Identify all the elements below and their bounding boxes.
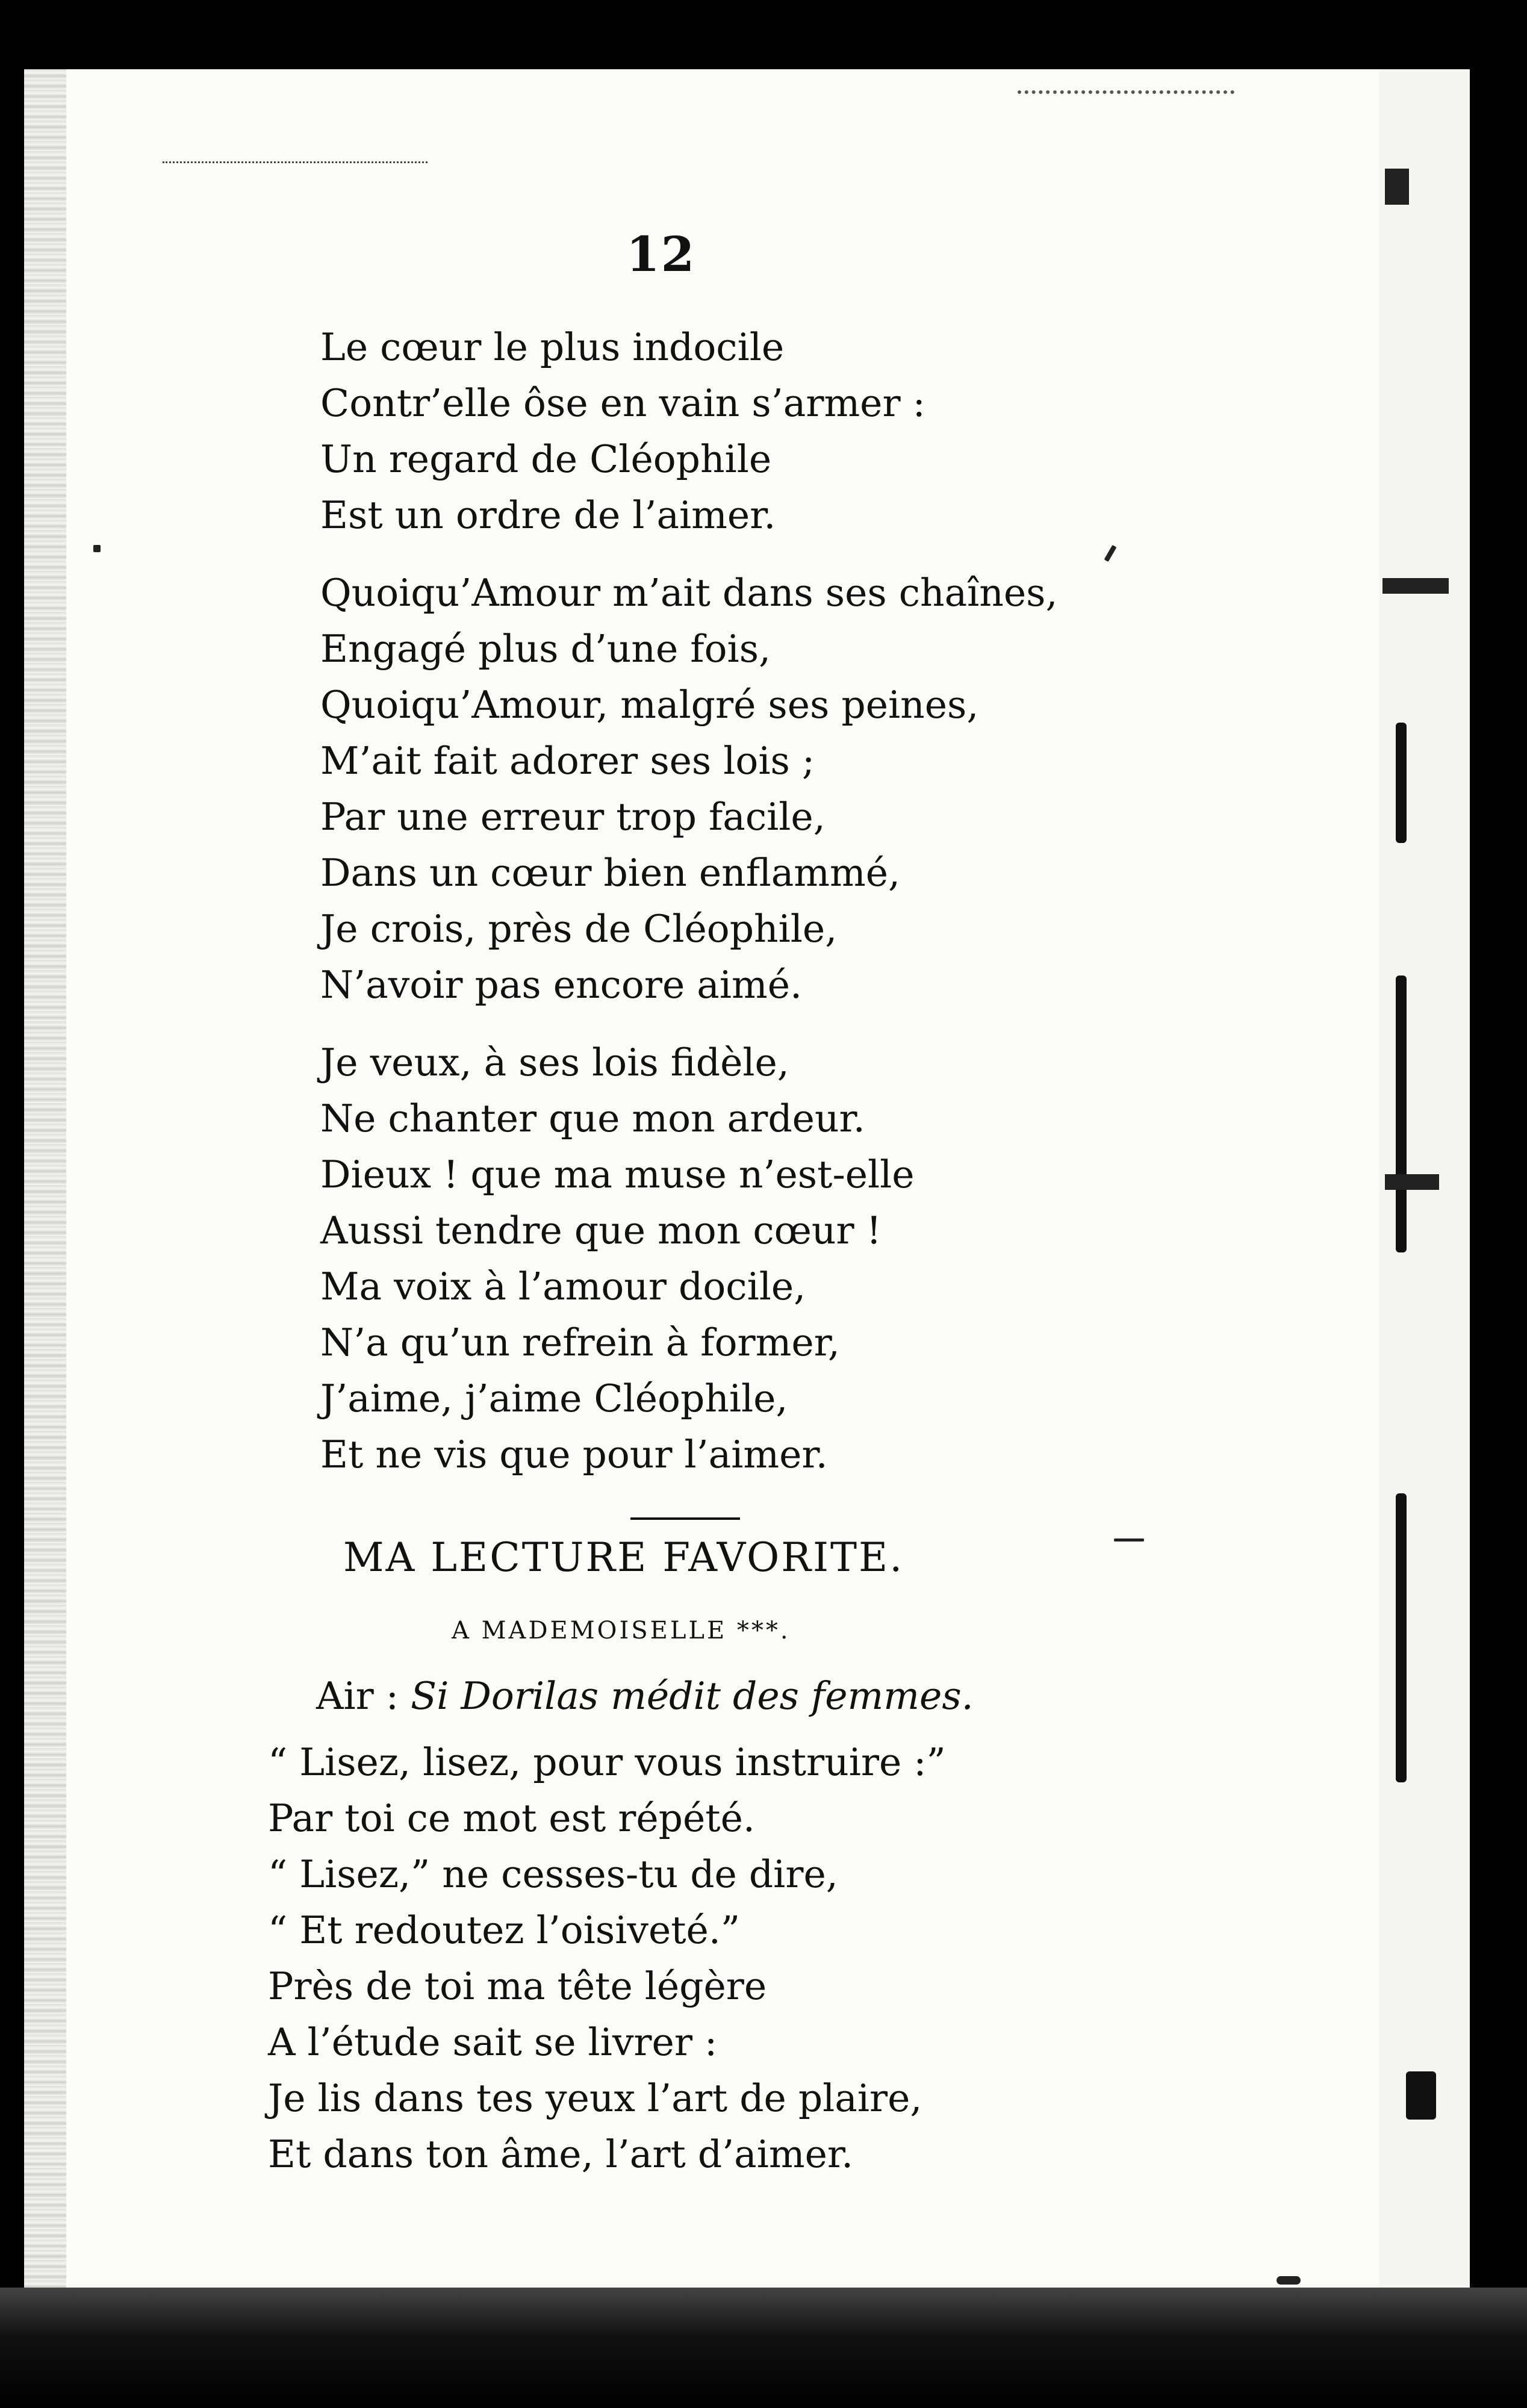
verse-line: Dieux ! que ma muse n’est-elle [320, 1153, 915, 1196]
page-number: 12 [626, 226, 696, 282]
stanza [320, 1034, 1344, 1482]
scan-border-right [1470, 0, 1527, 2408]
speck [1114, 1538, 1144, 1542]
binding-stitch [1396, 1493, 1407, 1782]
verse-line: Par une erreur trop facile, [320, 795, 826, 839]
verse-line: Est un ordre de l’aimer. [320, 493, 776, 537]
stanza [320, 319, 1344, 543]
air-indication [316, 1674, 974, 1718]
song-verse [268, 1734, 1292, 2182]
speck [93, 545, 101, 552]
air-tune: Si Dorilas médit des femmes. [411, 1674, 974, 1718]
song-line: “ Lisez, lisez, pour vous instruire :” [268, 1740, 946, 1784]
song-line: Je lis dans tes yeux l’art de plaire, [268, 2076, 922, 2120]
scan-border-left [0, 0, 24, 2408]
verse-line: Ma voix à l’amour docile, [320, 1265, 806, 1308]
binding-mark [1382, 578, 1449, 594]
binding-stitch [1406, 2071, 1436, 2120]
stanza [320, 565, 1344, 1013]
speck [1277, 2276, 1301, 2285]
air-label: Air : [316, 1674, 399, 1718]
top-right-dotted-rule [1018, 90, 1234, 94]
verse-line: Quoiqu’Amour m’ait dans ses chaînes, [320, 571, 1058, 615]
verse-line: Et ne vis que pour l’aimer. [320, 1433, 828, 1476]
binding-stitch [1396, 975, 1407, 1252]
binding-stitch [1396, 723, 1407, 843]
binding-mark [1385, 169, 1409, 205]
poem [320, 319, 1344, 1504]
scan-border-top [0, 0, 1527, 69]
verse-line: Ne chanter que mon ardeur. [320, 1097, 865, 1140]
verse-line: J’aime, j’aime Cléophile, [320, 1377, 788, 1420]
verse-line: Contr’elle ôse en vain s’armer : [320, 381, 925, 425]
verse-line: Je veux, à ses lois fidèle, [320, 1041, 789, 1084]
song-line: Et dans ton âme, l’art d’aimer. [268, 2132, 854, 2176]
binding-mark [1385, 1174, 1439, 1190]
verse-line: N’avoir pas encore aimé. [320, 963, 803, 1007]
verse-line: Dans un cœur bien enflammé, [320, 851, 901, 895]
verse-line: N’a qu’un refrein à former, [320, 1321, 840, 1364]
top-dotted-rule [163, 161, 428, 163]
song-line: A l’étude sait se livrer : [268, 2020, 718, 2064]
verse-line: Un regard de Cléophile [320, 437, 772, 481]
verse-line: Quoiqu’Amour, malgré ses peines, [320, 683, 979, 727]
verse-line: Aussi tendre que mon cœur ! [320, 1209, 882, 1252]
dedication: A MADEMOISELLE ***. [452, 1617, 791, 1644]
song-line: “ Et redoutez l’oisiveté.” [268, 1908, 741, 1952]
section-divider [630, 1517, 740, 1520]
verse-line: Je crois, près de Cléophile, [320, 907, 838, 951]
verse-line: M’ait fait adorer ses lois ; [320, 739, 815, 783]
section-title: MA LECTURE FAVORITE. [343, 1534, 904, 1581]
scan-border-bottom [0, 2288, 1527, 2408]
song-line: Par toi ce mot est répété. [268, 1796, 755, 1840]
song-line: “ Lisez,” ne cesses-tu de dire, [268, 1852, 838, 1896]
song-line: Près de toi ma tête légère [268, 1964, 767, 2008]
verse-line: Le cœur le plus indocile [320, 325, 785, 369]
verse-line: Engagé plus d’une fois, [320, 627, 771, 671]
page-edge-texture [24, 69, 66, 2288]
